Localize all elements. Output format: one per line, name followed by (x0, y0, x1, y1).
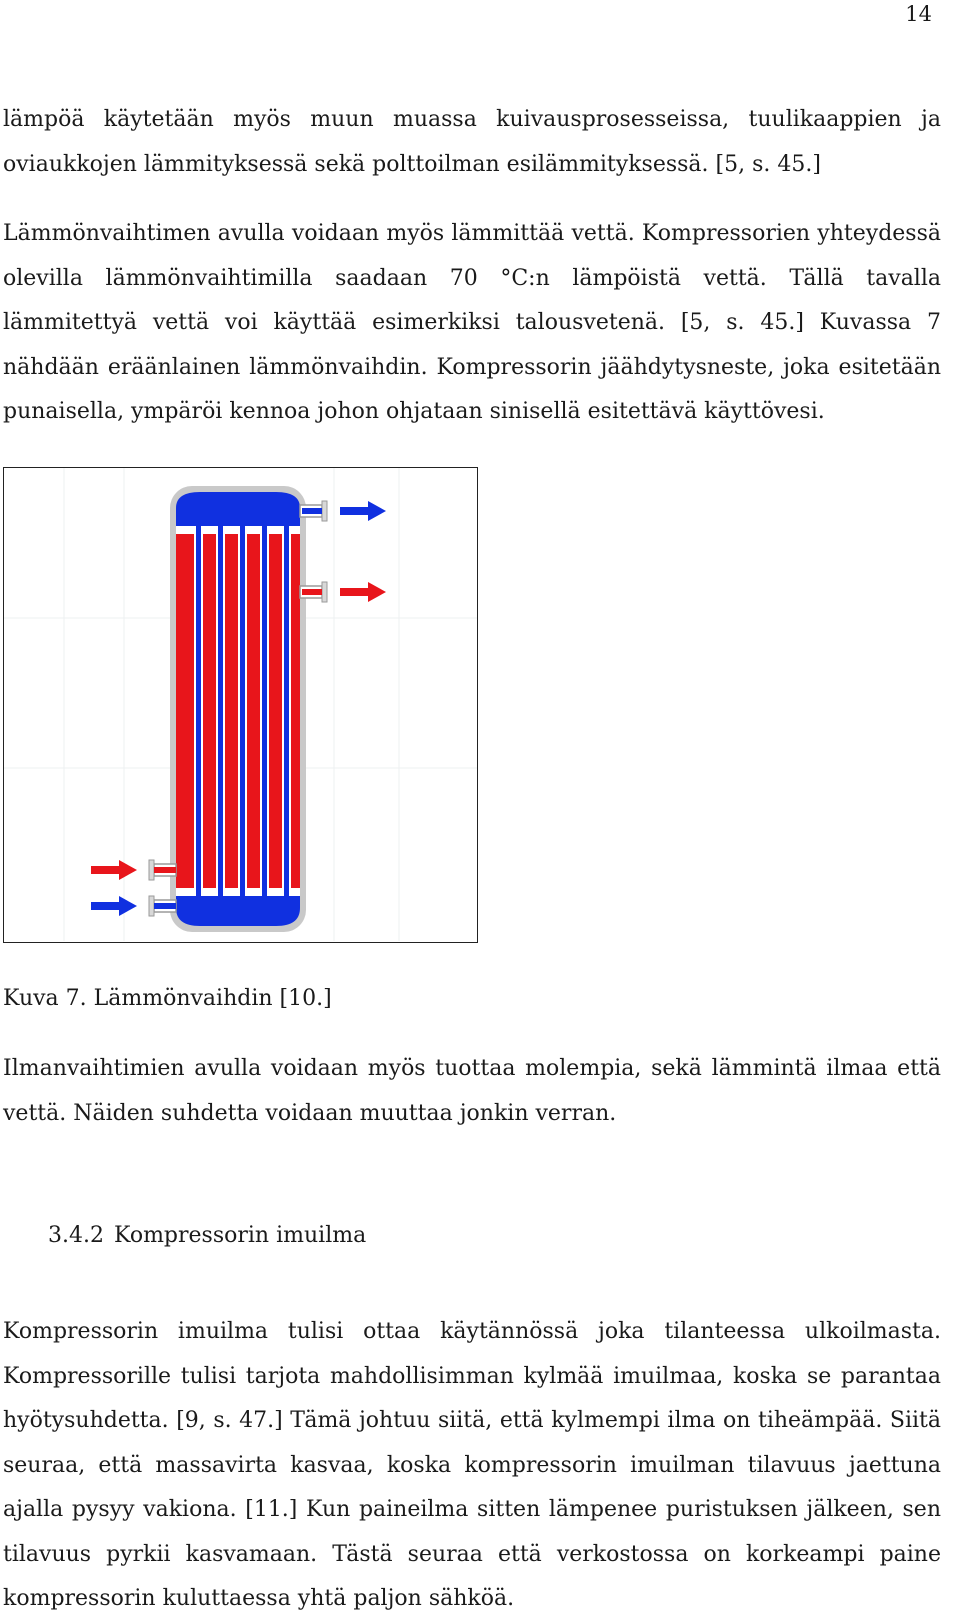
section-number: 3.4.2 (48, 1223, 104, 1248)
top-water-header (176, 492, 300, 526)
heat-exchanger-diagram (4, 468, 477, 941)
figure-caption: Kuva 7. Lämmönvaihdin [10.] (3, 986, 332, 1011)
water-outlet-arrow-icon (340, 501, 386, 521)
heat-exchanger-figure (3, 467, 478, 943)
paragraph-water-heating: Lämmönvaihtimen avulla voidaan myös lämmittää vettä. Kompressorien yhteydessä olevilla lämmönvaihtimilla saadaan 70 °C:n lämpöistä vettä. Tällä tavalla lämmitettyä vettä voi käyttää esimerkiksi talousvetenä. [5, s. 45.] Kuvassa 7 nähdään eräänlainen lämmönvaihdin. Kompressorin jäähdytysneste, joka esitetään punaisella, ympäröi kennoa johon ohjataan sinisellä esitettävä käyttövesi. (3, 221, 941, 424)
coolant-inlet-arrow-icon (91, 860, 137, 880)
page-number: 14 (905, 2, 932, 26)
bottom-water-header (176, 896, 300, 926)
section-heading (48, 1214, 366, 1258)
paragraph-air-heaters: Ilmanvaihtimien avulla voidaan myös tuottaa molempia, sekä lämmintä ilmaa että vettä. Näiden suhdetta voidaan muuttaa jonkin verran. (3, 1056, 941, 1126)
section-title: Kompressorin imuilma (113, 1223, 367, 1248)
coolant-outlet-arrow-icon (340, 582, 386, 602)
paragraph-heat-uses: lämpöä käytetään myös muun muassa kuivausprosesseissa, tuulikaappien ja oviaukkojen lämmityksessä sekä polttoilman esilämmityksessä. [5, s. 45.] (3, 107, 941, 177)
paragraph-intake-air: Kompressorin imuilma tulisi ottaa käytännössä joka tilanteessa ulkoilmasta. Kompressorille tulisi tarjota mahdollisimman kylmää imuilmaa, koska se parantaa hyötysuhdetta. [9, s. 47.] Tämä johtuu siitä, että kylmempi ilma on tiheämpää. Siitä seuraa, että massavirta kasvaa, koska kompressorin imuilman tilavuus jaettuna ajalla pysyy vakiona. [11.] Kun paineilma sitten lämpenee puristuksen jälkeen, sen tilavuus pyrkii kasvamaan. Tästä seuraa että verkostossa on korkeampi paine kompressorin kuluttaessa yhtä paljon sähköä. (3, 1319, 941, 1611)
water-inlet-arrow-icon (91, 896, 137, 916)
